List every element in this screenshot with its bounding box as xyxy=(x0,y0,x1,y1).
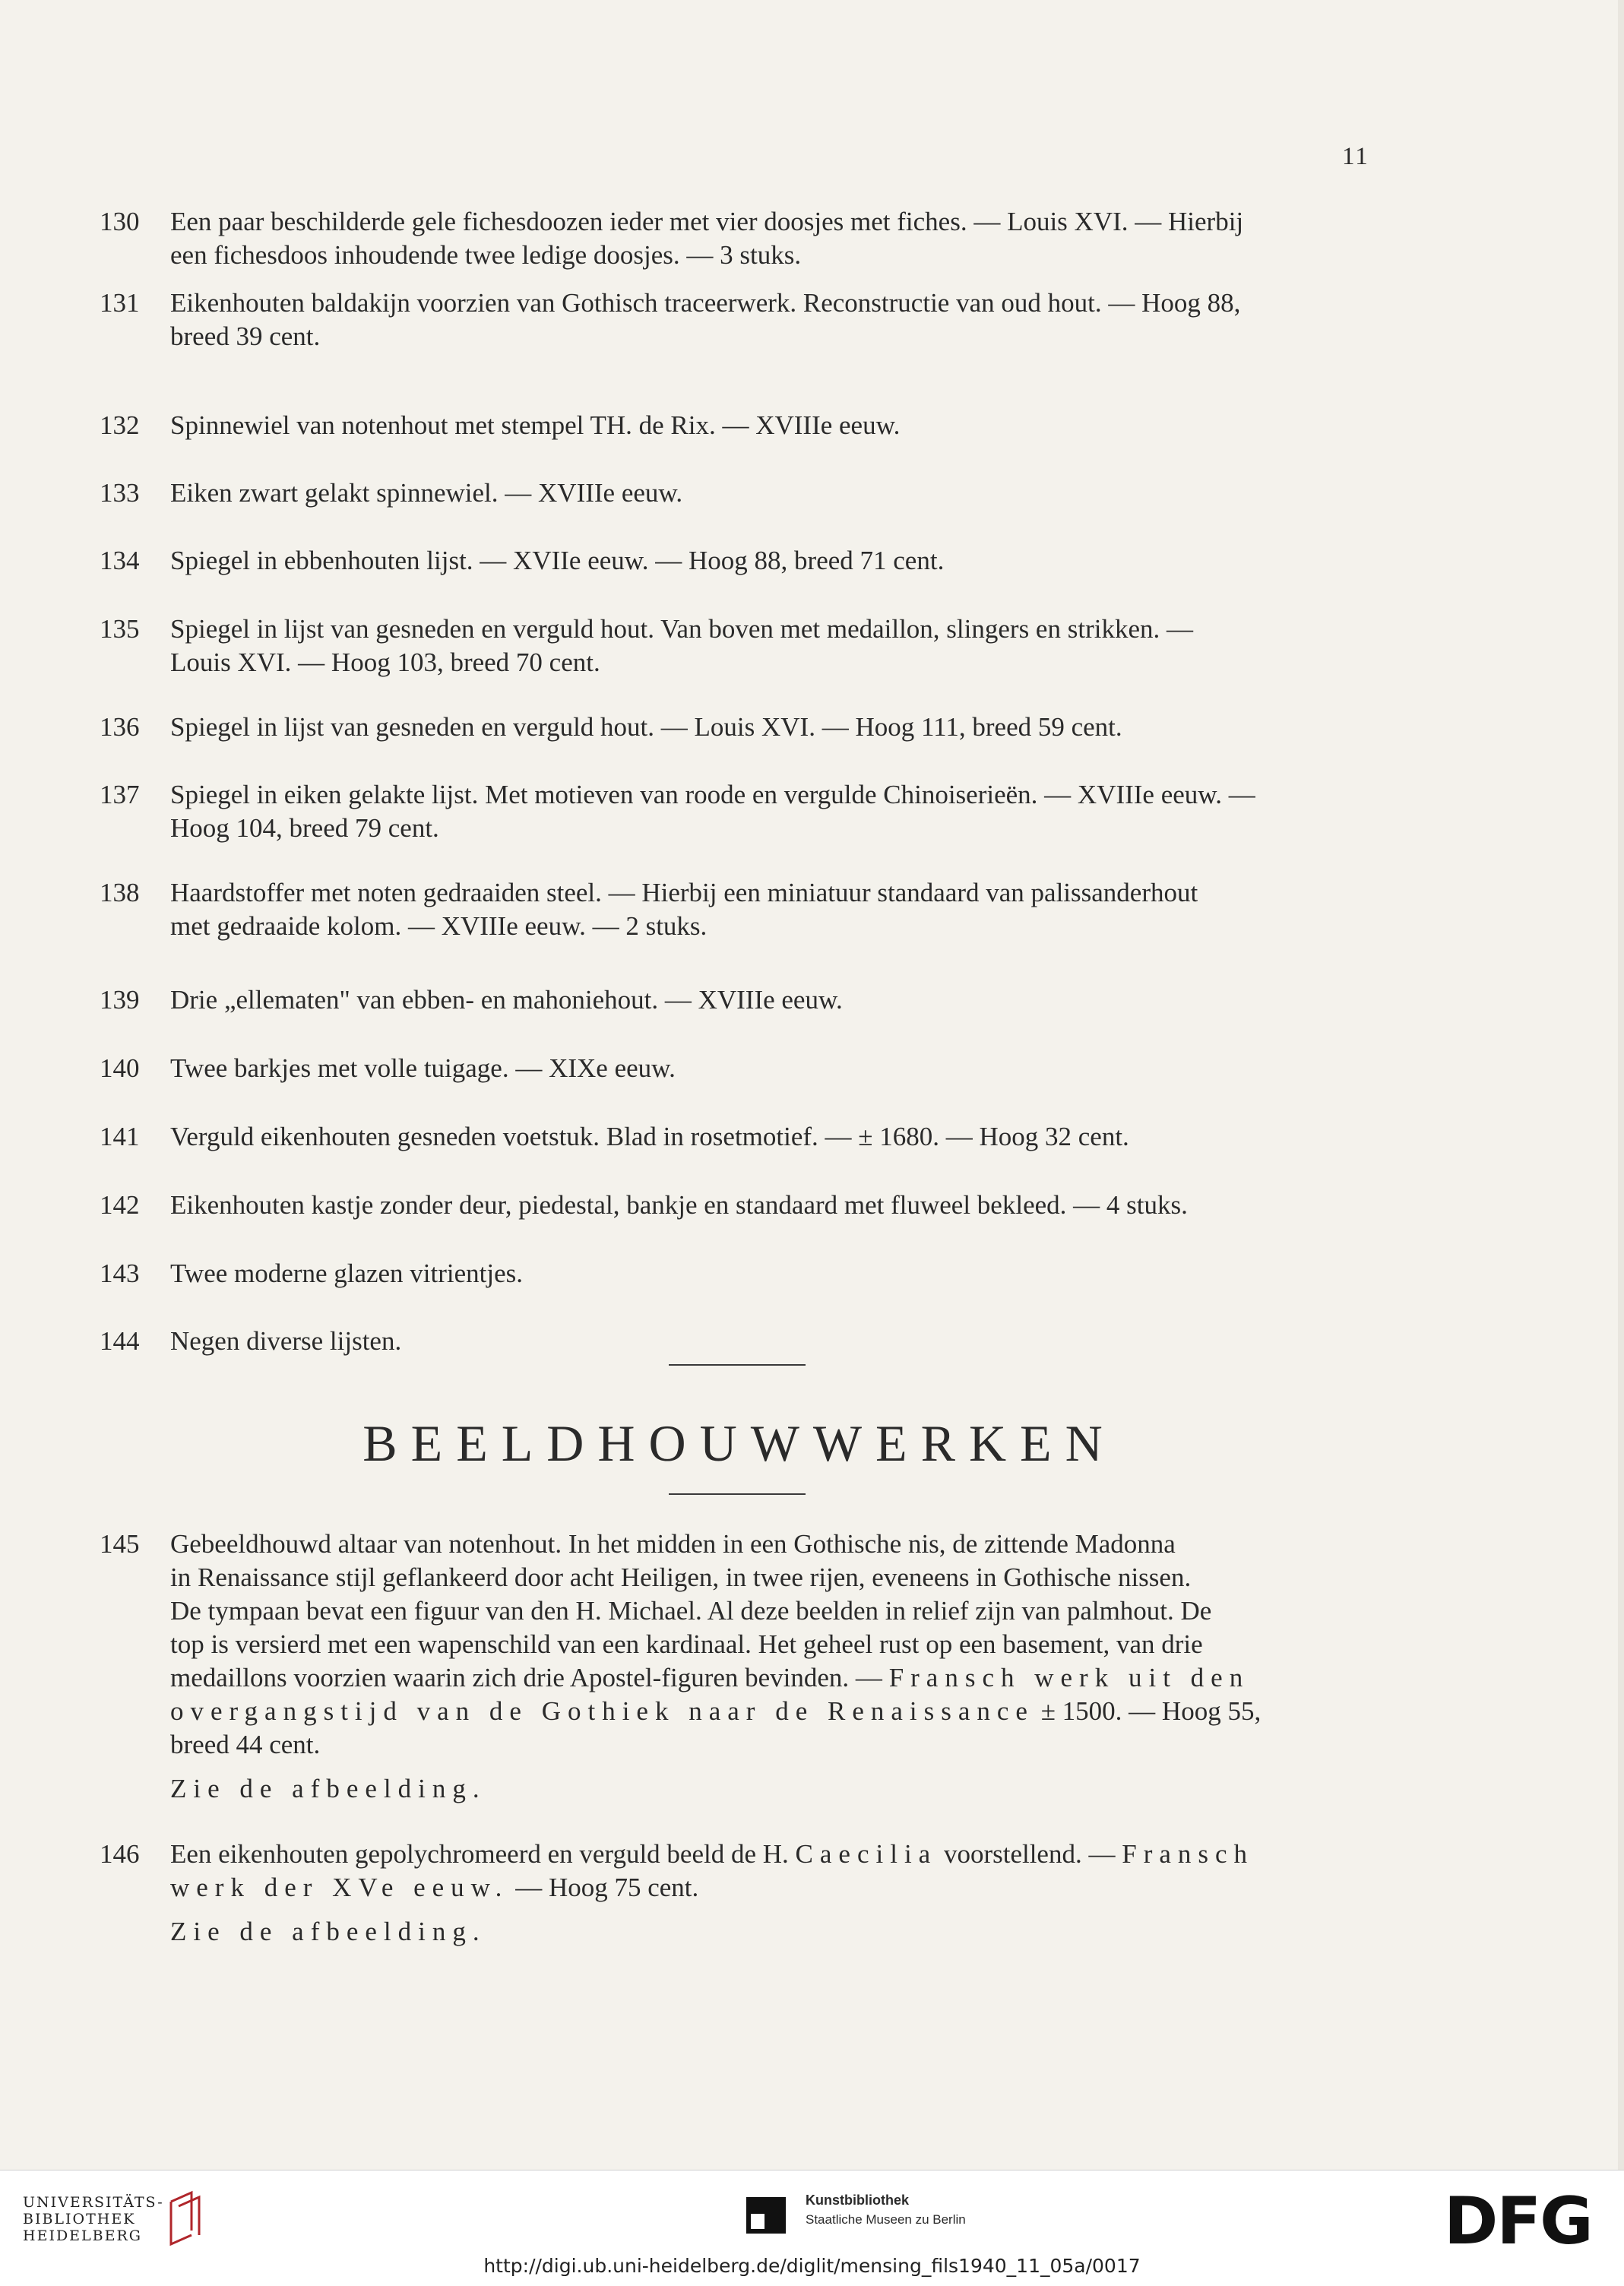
entry-line: De tympaan bevat een figuur van den H. Michael. Al deze beelden in relief zijn van palmhout. De xyxy=(170,1596,1212,1626)
ub-heidelberg-line-1: UNIVERSITÄTS- xyxy=(23,2194,164,2211)
saint-name-spaced: Caecilia xyxy=(795,1839,938,1869)
see-illustration: Zie de afbeelding. xyxy=(170,1917,486,1946)
entry-line: Spinnewiel van notenhout met stempel TH. de Rix. — XVIIIe eeuw. xyxy=(170,410,901,440)
entry-text xyxy=(170,544,1375,578)
attribution-spaced: Fransch werk uit den xyxy=(888,1663,1250,1692)
entry-number: 144 xyxy=(100,1326,140,1356)
ub-heidelberg-line-2: BIBLIOTHEK xyxy=(23,2211,136,2227)
entry-line: Eiken zwart gelakt spinnewiel. — XVIIIe eeuw. xyxy=(170,478,683,508)
entry-text xyxy=(170,477,1375,510)
entry-text xyxy=(170,711,1375,744)
entry-line: Een paar beschilderde gele fichesdoozen ieder met vier doosjes met fiches. — Louis XVI. — Hierbij xyxy=(170,207,1244,236)
entry-line: Drie „ellematen" van ebben- en mahoniehout. — XVIIIe eeuw. xyxy=(170,985,843,1015)
kunstbibliothek-subtitle: Staatliche Museen zu Berlin xyxy=(806,2212,966,2227)
entry-line: top is versierd met een wapenschild van een kardinaal. Het geheel rust op een basement, van drie xyxy=(170,1629,1203,1659)
entry-line: Haardstoffer met noten gedraaiden steel. — Hierbij een miniatuur standaard van palissanderhout xyxy=(170,878,1198,907)
attribution-spaced: Fransch xyxy=(1122,1839,1255,1869)
entry-line-part: — Hoog 75 cent. xyxy=(508,1873,699,1902)
entry-number: 137 xyxy=(100,780,140,809)
entry-number: 135 xyxy=(100,614,140,644)
entry-number: 134 xyxy=(100,546,140,575)
entry-text xyxy=(170,1189,1375,1222)
entry-line xyxy=(170,1661,1375,1695)
entry-line: Louis XVI. — Hoog 103, breed 70 cent. xyxy=(170,647,600,677)
entry-text xyxy=(170,1325,1375,1358)
kunstbibliothek-title: Kunstbibliothek xyxy=(806,2193,909,2208)
entry-text xyxy=(170,205,1375,272)
entry-text xyxy=(170,287,1375,353)
page-number: 11 xyxy=(1342,143,1369,170)
entry-line xyxy=(170,1695,1375,1728)
entry-line-part: medaillons voorzien waarin zich drie Apostel-figuren bevinden. — xyxy=(170,1663,889,1692)
kunstbibliothek-logo-icon xyxy=(743,2193,789,2238)
entry-line: Spiegel in lijst van gesneden en verguld hout. Van boven met medaillon, slingers en strikken. — xyxy=(170,614,1193,644)
entry-line: in Renaissance stijl geflankeerd door acht Heiligen, in twee rijen, eveneens in Gothische nissen. xyxy=(170,1563,1192,1592)
entry-line: breed 44 cent. xyxy=(170,1730,321,1759)
entry-text xyxy=(170,1838,1375,1949)
entry-text xyxy=(170,1052,1375,1085)
attribution-spaced: werk der XVe eeuw. xyxy=(170,1873,509,1902)
entry-number: 136 xyxy=(100,712,140,742)
attribution-spaced: overgangstijd van de Gothiek naar de Renaissance xyxy=(170,1696,1034,1726)
ub-heidelberg-line-3: HEIDELBERG xyxy=(23,2227,142,2244)
entry-number: 131 xyxy=(100,288,140,318)
entry-text xyxy=(170,1528,1375,1806)
entry-text xyxy=(170,409,1375,442)
entry-text xyxy=(170,983,1375,1017)
entry-line: een fichesdoos inhoudende twee ledige doosjes. — 3 stuks. xyxy=(170,240,802,270)
entry-line: Eikenhouten kastje zonder deur, piedestal, bankje en standaard met fluweel bekleed. — 4 stuks. xyxy=(170,1190,1188,1220)
rule-above-title xyxy=(669,1364,806,1366)
entry-number: 130 xyxy=(100,207,140,236)
digitization-footer xyxy=(0,2170,1624,2286)
section-title: BEELDHOUWWERKEN xyxy=(362,1414,1116,1472)
entry-line-part: ± 1500. — Hoog 55, xyxy=(1034,1696,1262,1726)
entry-text xyxy=(170,876,1375,943)
entry-text xyxy=(170,1120,1375,1154)
entry-line: Spiegel in ebbenhouten lijst. — XVIIe eeuw. — Hoog 88, breed 71 cent. xyxy=(170,546,945,575)
entry-line: breed 39 cent. xyxy=(170,321,321,351)
entry-number: 133 xyxy=(100,478,140,508)
permalink-url[interactable]: http://digi.ub.uni-heidelberg.de/diglit/mensing_fils1940_11_05a/0017 xyxy=(483,2255,1141,2277)
entry-line: Spiegel in eiken gelakte lijst. Met motieven van roode en vergulde Chinoiserieën. — XVIIIe eeuw. — xyxy=(170,780,1255,809)
entry-number: 141 xyxy=(100,1122,140,1151)
entry-text xyxy=(170,613,1375,679)
entry-line: Verguld eikenhouten gesneden voetstuk. Blad in rosetmotief. — ± 1680. — Hoog 32 cent. xyxy=(170,1122,1129,1151)
entry-line-part: Een eikenhouten gepolychromeerd en verguld beeld de H. xyxy=(170,1839,796,1869)
entry-text xyxy=(170,1257,1375,1290)
entry-number: 143 xyxy=(100,1259,140,1288)
entry-line: Gebeeldhouwd altaar van notenhout. In het midden in een Gothische nis, de zittende Madonna xyxy=(170,1529,1176,1559)
entry-line xyxy=(170,1871,1375,1904)
entry-line: Twee barkjes met volle tuigage. — XIXe eeuw. xyxy=(170,1053,676,1083)
entry-number: 140 xyxy=(100,1053,140,1083)
entry-number: 132 xyxy=(100,410,140,440)
rule-below-title xyxy=(669,1493,806,1495)
entry-line: Hoog 104, breed 79 cent. xyxy=(170,813,439,843)
page-edge xyxy=(1618,0,1624,2170)
entry-line: Spiegel in lijst van gesneden en verguld hout. — Louis XVI. — Hoog 111, breed 59 cent. xyxy=(170,712,1122,742)
entry-line-part: voorstellend. — xyxy=(937,1839,1122,1869)
entry-line: Negen diverse lijsten. xyxy=(170,1326,402,1356)
see-illustration: Zie de afbeelding. xyxy=(170,1774,486,1803)
entry-number: 142 xyxy=(100,1190,140,1220)
dfg-logo: DFG xyxy=(1444,2183,1592,2259)
entry-number: 145 xyxy=(100,1529,140,1559)
entry-number: 146 xyxy=(100,1839,140,1869)
entry-line: Twee moderne glazen vitrientjes. xyxy=(170,1259,524,1288)
entry-text xyxy=(170,778,1375,845)
entry-line: Eikenhouten baldakijn voorzien van Gothisch traceerwerk. Reconstructie van oud hout. — Hoog 88, xyxy=(170,288,1241,318)
entry-number: 139 xyxy=(100,985,140,1015)
entry-number: 138 xyxy=(100,878,140,907)
entry-line: met gedraaide kolom. — XVIIIe eeuw. — 2 stuks. xyxy=(170,911,708,941)
entry-line xyxy=(170,1838,1375,1871)
